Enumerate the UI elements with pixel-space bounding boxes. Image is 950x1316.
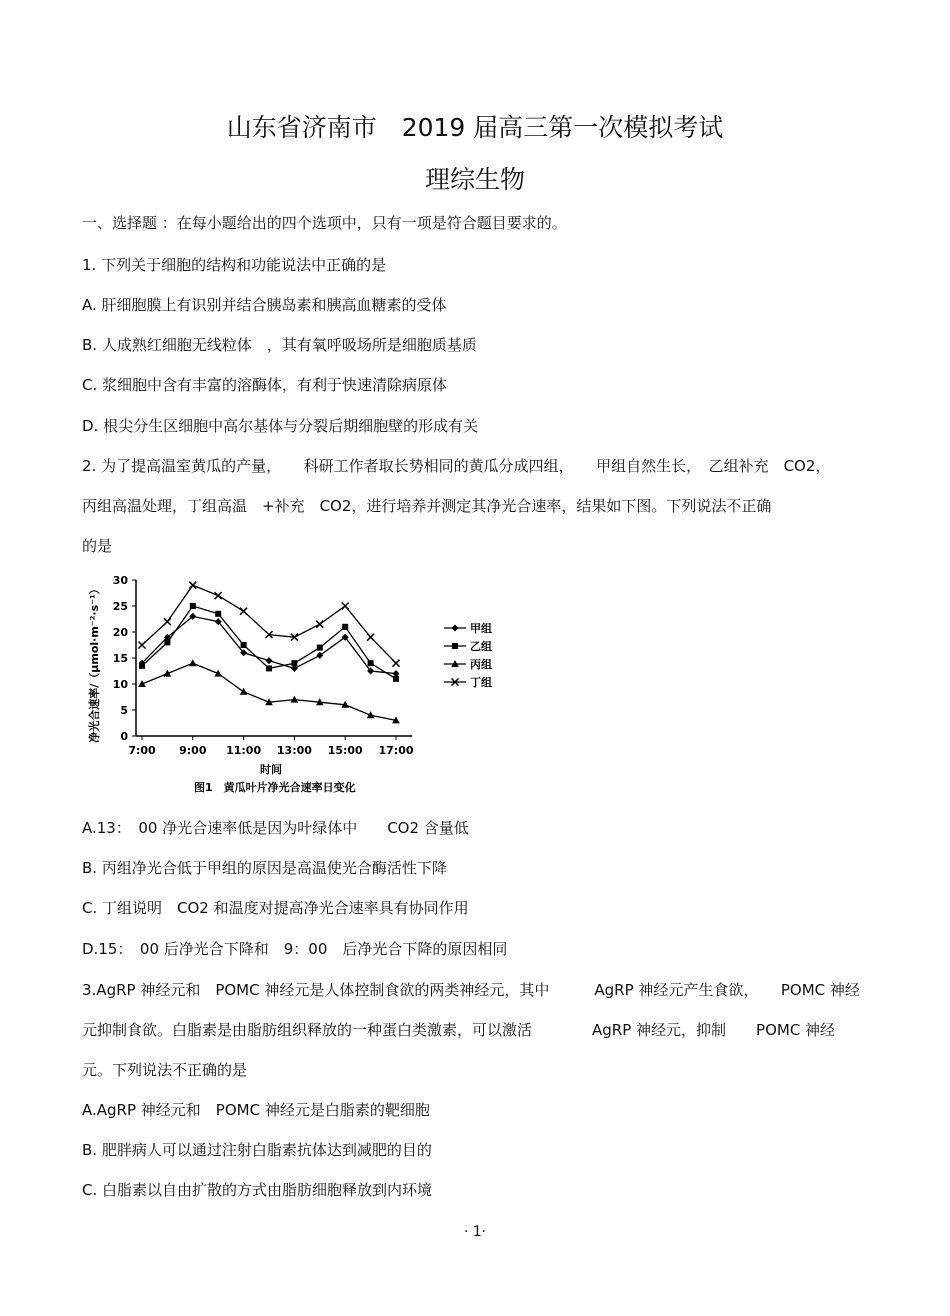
y-tick-label: 5 (120, 704, 128, 717)
data-point (190, 603, 196, 609)
y-tick-label: 30 (112, 574, 128, 587)
page-number: · 1· (463, 1224, 487, 1240)
x-tick-label: 7:00 (128, 744, 156, 757)
data-point (240, 688, 248, 695)
y-axis-label: 净光合速率/（μmol·m⁻²·s⁻¹） (88, 583, 101, 743)
q1-option-a: A. 肝细胞膜上有识别并结合胰岛素和胰高血糖素的受体 (82, 296, 447, 314)
legend-marker (452, 625, 459, 632)
chart-legend (444, 621, 492, 689)
series-line (142, 663, 396, 720)
section-heading: 一、选择题 ：在每小题给出的四个选项中，只有一项是符合题目要求的。 (82, 214, 567, 232)
q3-stem-line3: 元。下列说法不正确的是 (82, 1061, 248, 1079)
chart-caption: 图1 黄瓜叶片净光合速率日变化 (194, 781, 356, 794)
x-tick-label: 15:00 (327, 744, 363, 757)
legend-label: 丙组 (470, 658, 492, 671)
page-title: 山东省济南市 2019 届高三第一次模拟考试 (226, 113, 724, 142)
data-point (393, 676, 399, 682)
series-4 (139, 582, 400, 667)
data-point (139, 663, 145, 669)
q2-option-d: D.15： 00 后净光合下降和 9：00 后净光合下降的原因相同 (82, 940, 508, 958)
y-tick-label: 0 (120, 730, 128, 743)
data-point (164, 639, 170, 645)
q3-stem-line2: 元抑制食欲。白脂素是由脂肪组织释放的一种蛋白类激素，可以激活 AgRP 神经元，抑制 POMC 神经 (82, 1021, 836, 1039)
q3-stem-line1: 3.AgRP 神经元和 POMC 神经元是人体控制食欲的两类神经元，其中 AgRP 神经元产生食欲， POMC 神经 (82, 981, 860, 999)
data-point (139, 642, 146, 649)
q1-stem: 1. 下列关于细胞的结构和功能说法中正确的是 (82, 256, 387, 274)
data-point (368, 660, 374, 666)
data-point (215, 611, 221, 617)
net-photosynthesis-chart (82, 568, 502, 800)
legend-entry (444, 657, 492, 671)
q1-option-c: C. 浆细胞中含有丰富的溶酶体，有利于快速清除病原体 (82, 376, 448, 394)
data-point (342, 603, 349, 610)
q2-option-b: B. 丙组净光合低于甲组的原因是高温使光合酶活性下降 (82, 859, 447, 877)
q2-stem-line3: 的是 (82, 537, 113, 555)
legend-entry (444, 675, 492, 689)
x-tick-label: 9:00 (179, 744, 207, 757)
data-point (241, 642, 247, 648)
x-tick-label: 13:00 (276, 744, 312, 757)
y-tick-label: 10 (112, 678, 128, 691)
data-point (189, 659, 197, 666)
x-axis-label: 时间 (260, 763, 282, 776)
data-point (291, 660, 297, 666)
data-point (240, 608, 247, 615)
data-point (189, 582, 196, 589)
data-point (164, 618, 171, 625)
data-point (317, 645, 323, 651)
q2-option-a: A.13： 00 净光合速率低是因为叶绿体中 CO2 含量低 (82, 819, 469, 837)
y-tick-label: 15 (112, 652, 128, 665)
x-ticks (128, 736, 414, 757)
data-point (393, 660, 400, 667)
legend-entry (444, 639, 492, 653)
legend-marker (452, 643, 458, 649)
q1-option-b: B. 人成熟红细胞无线粒体 ，其有氧呼吸场所是细胞质基质 (82, 336, 477, 354)
data-point (215, 592, 222, 599)
legend-label: 乙组 (470, 640, 492, 653)
x-tick-label: 11:00 (226, 744, 262, 757)
series-lines (138, 582, 400, 724)
data-point (266, 657, 273, 664)
series-2 (139, 603, 399, 682)
legend-entry (444, 621, 492, 635)
data-point (367, 634, 374, 641)
data-point (316, 621, 323, 628)
q2-stem-line1: 2. 为了提高温室黄瓜的产量， 科研工作者取长势相同的黄瓜分成四组， 甲组自然生长， 乙组补充 CO2， (82, 457, 831, 475)
q2-stem-line2: 丙组高温处理，丁组高温 +补充 CO2，进行培养并测定其净光合速率，结果如下图。下列说法不正确 (82, 497, 772, 515)
data-point (291, 696, 299, 703)
legend-label: 丁组 (470, 676, 492, 689)
data-point (266, 665, 272, 671)
y-tick-label: 25 (112, 600, 128, 613)
legend-label: 甲组 (470, 622, 492, 635)
page-subtitle: 理综生物 (424, 165, 525, 194)
y-tick-label: 20 (112, 626, 128, 639)
y-ticks (113, 574, 136, 743)
q3-option-a: A.AgRP 神经元和 POMC 神经元是白脂素的靶细胞 (82, 1101, 430, 1119)
data-point (342, 624, 348, 630)
q3-option-b: B. 肥胖病人可以通过注射白脂素抗体达到减肥的目的 (82, 1141, 432, 1159)
q3-option-c: C. 白脂素以自由扩散的方式由脂肪细胞释放到内环境 (82, 1181, 433, 1199)
q2-option-c: C. 丁组说明 CO2 和温度对提高净光合速率具有协同作用 (82, 899, 469, 917)
x-tick-label: 17:00 (378, 744, 414, 757)
q1-option-d: D. 根尖分生区细胞中高尔基体与分裂后期细胞壁的形成有关 (82, 417, 479, 435)
